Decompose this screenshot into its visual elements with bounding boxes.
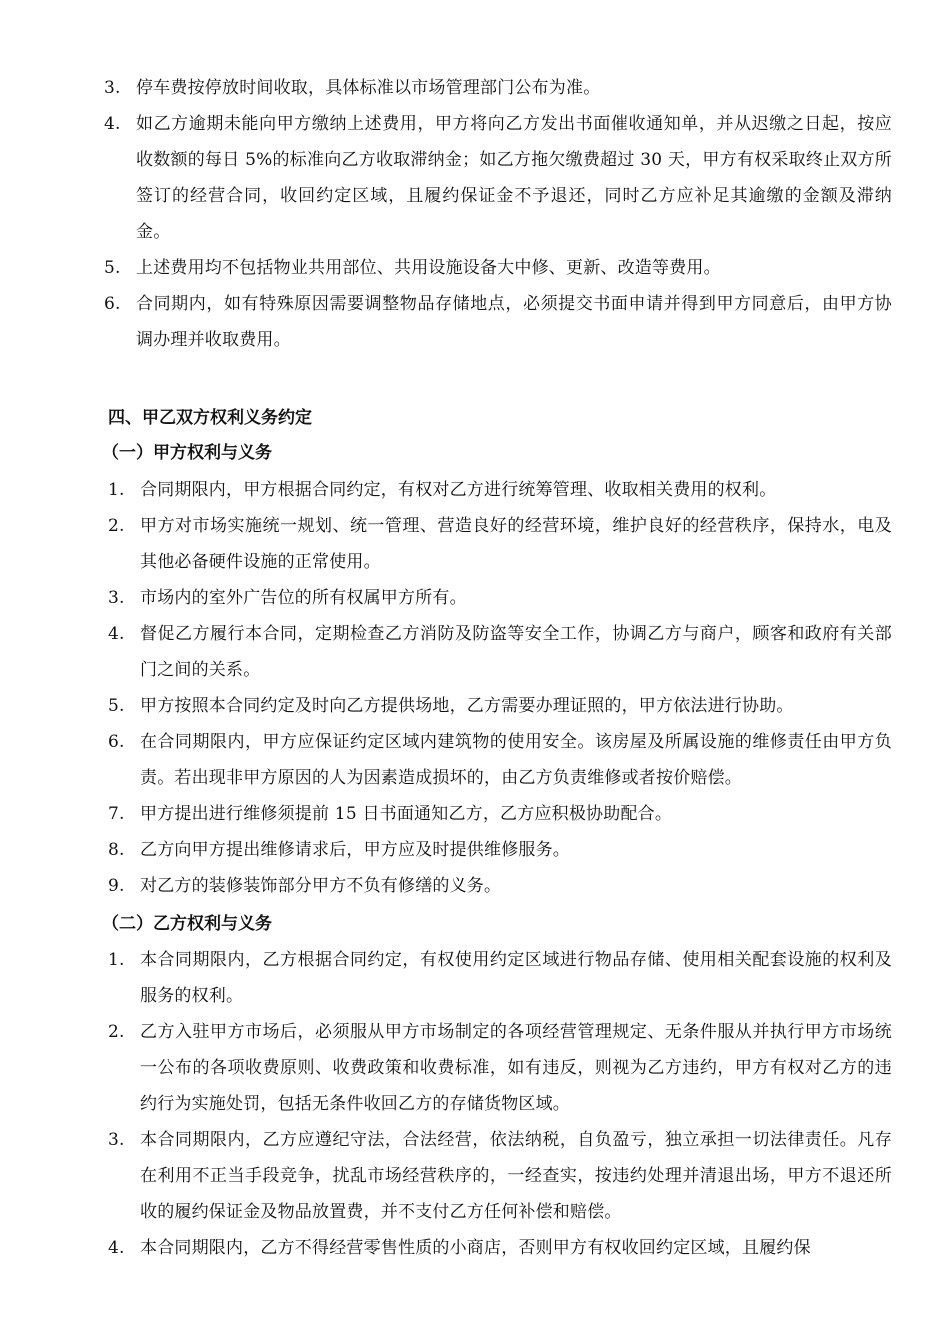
- list-item-text: 在合同期限内，甲方应保证约定区域内建筑物的使用安全。该房屋及所属设施的维修责任由甲方负责。若出现非甲方原因的人为因素造成损坏的，由乙方负责维修或者按价赔偿。: [140, 732, 892, 788]
- list-item: [0, 688, 950, 724]
- list-item: [0, 796, 950, 832]
- list-item-number: 3.: [104, 78, 121, 98]
- list-item: [0, 106, 950, 250]
- list-item-number: 3.: [108, 1130, 125, 1150]
- list-item-text: 合同期限内，甲方根据合同约定，有权对乙方进行统筹管理、收取相关费用的权利。: [140, 480, 777, 500]
- list-item-number: 6.: [108, 732, 125, 752]
- list-item: [0, 832, 950, 868]
- party-a-obligations-list: [0, 472, 950, 904]
- list-item: [0, 616, 950, 688]
- list-item-text: 甲方按照本合同约定及时向乙方提供场地，乙方需要办理证照的，甲方依法进行协助。: [140, 696, 794, 716]
- list-item-text: 市场内的室外广告位的所有权属甲方所有。: [140, 588, 467, 608]
- list-item-text: 上述费用均不包括物业共用部位、共用设施设备大中修、更新、改造等费用。: [136, 258, 721, 278]
- list-item-text: 乙方向甲方提出维修请求后，甲方应及时提供维修服务。: [140, 840, 570, 860]
- list-item-text: 如乙方逾期未能向甲方缴纳上述费用，甲方将向乙方发出书面催收通知单，并从迟缴之日起，按应收数额的每日 5%的标准向乙方收取滞纳金；如乙方拖欠缴费超过 30 天，甲方有权采取终止双方所签订的经营合同，收回约定区域，且履约保证金不予退还，同时乙方应补足其逾缴的金额及滞纳金。: [136, 114, 892, 242]
- list-item: [0, 942, 950, 1014]
- fee-clause-list: [0, 70, 950, 358]
- list-item-text: 合同期内，如有特殊原因需要调整物品存储地点，必须提交书面申请并得到甲方同意后，由甲方协调办理并收取费用。: [136, 294, 892, 350]
- list-item-number: 6.: [104, 294, 121, 314]
- list-item-number: 1.: [108, 480, 125, 500]
- list-item: [0, 1014, 950, 1122]
- section-title: 四、甲乙双方权利义务约定: [108, 408, 312, 428]
- list-item-text: 督促乙方履行本合同，定期检查乙方消防及防盗等安全工作，协调乙方与商户，顾客和政府有关部门之间的关系。: [140, 624, 892, 680]
- list-item-number: 2.: [108, 516, 125, 536]
- list-item: [0, 1122, 950, 1230]
- list-item-text: 甲方对市场实施统一规划、统一管理、营造良好的经营环境，维护良好的经营秩序，保持水，电及其他必备硬件设施的正常使用。: [140, 516, 892, 572]
- list-item: [0, 1230, 950, 1266]
- subsection-title-party-a: （一）甲方权利与义务: [102, 443, 272, 463]
- list-item-number: 7.: [108, 804, 125, 824]
- list-item: [0, 286, 950, 358]
- list-item-number: 5.: [108, 696, 125, 716]
- list-item-number: 8.: [108, 840, 125, 860]
- list-item-text: 本合同期限内，乙方不得经营零售性质的小商店，否则甲方有权收回约定区域，且履约保: [140, 1238, 811, 1258]
- list-item: [0, 508, 950, 580]
- list-item-text: 甲方提出进行维修须提前 15 日书面通知乙方，乙方应积极协助配合。: [140, 804, 673, 824]
- list-item-number: 2.: [108, 1022, 125, 1042]
- list-item-number: 9.: [108, 876, 125, 896]
- list-item-number: 1.: [108, 950, 125, 970]
- list-item-number: 4.: [108, 1238, 125, 1258]
- subsection-title-party-b: （二）乙方权利与义务: [102, 914, 272, 934]
- list-item: [0, 724, 950, 796]
- list-item-text: 本合同期限内，乙方应遵纪守法，合法经营，依法纳税，自负盈亏，独立承担一切法律责任。凡存在利用不正当手段竞争，扰乱市场经营秩序的，一经查实，按违约处理并清退出场，甲方不退还所收的履约保证金及物品放置费，并不支付乙方任何补偿和赔偿。: [140, 1130, 892, 1222]
- list-item: [0, 868, 950, 904]
- list-item: [0, 580, 950, 616]
- party-b-obligations-list: [0, 942, 950, 1266]
- list-item-number: 4.: [108, 624, 125, 644]
- list-item-number: 4.: [104, 114, 121, 134]
- list-item: [0, 70, 950, 106]
- list-item-text: 停车费按停放时间收取，具体标准以市场管理部门公布为准。: [136, 78, 601, 98]
- list-item-text: 对乙方的装修装饰部分甲方不负有修缮的义务。: [140, 876, 502, 896]
- list-item-text: 本合同期限内，乙方根据合同约定，有权使用约定区域进行物品存储、使用相关配套设施的权利及服务的权利。: [140, 950, 892, 1006]
- list-item: [0, 250, 950, 286]
- list-item-number: 5.: [104, 258, 121, 278]
- list-item-number: 3.: [108, 588, 125, 608]
- list-item-text: 乙方入驻甲方市场后，必须服从甲方市场制定的各项经营管理规定、无条件服从并执行甲方市场统一公布的各项收费原则、收费政策和收费标准，如有违反，则视为乙方违约，甲方有权对乙方的违约行为实施处罚，包括无条件收回乙方的存储货物区域。: [140, 1022, 892, 1114]
- list-item: [0, 472, 950, 508]
